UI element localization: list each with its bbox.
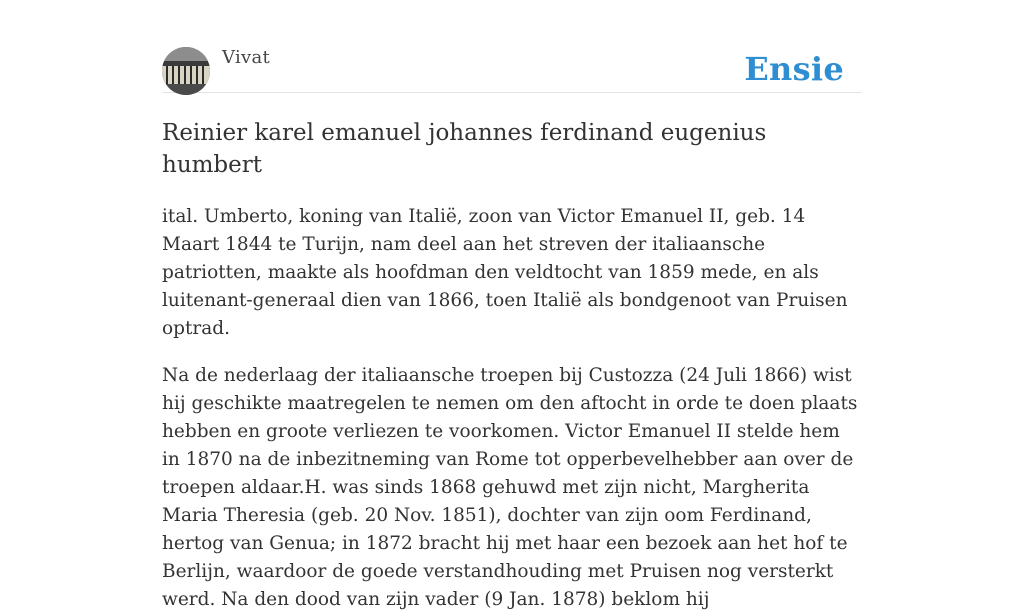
brand-logo[interactable]: Ensie xyxy=(744,50,844,88)
author-name[interactable]: Vivat xyxy=(222,47,271,68)
article-body xyxy=(162,203,862,614)
article-title: Reinier karel emanuel johannes ferdinand eugenius humbert xyxy=(162,120,767,178)
article-paragraph: Na de nederlaag der italiaansche troepen bij Custozza (24 Juli 1866) wist hij geschikte maatregelen te nemen om den aftocht in orde te doen plaats hebben en groote verliezen te voorkomen. Victor Emanuel II stelde hem in 1870 na de inbezitneming van Rome tot opperbevelhebber aan over de troepen aldaar.H. was sinds 1868 gehuwd met zijn nicht, Margherita Maria Theresia (geb. 20 Nov. 1851), dochter van zijn oom Ferdinand, hertog van Genua; in 1872 bracht hij met haar een bezoek aan het hof te Berlijn, waardoor de goede verstandhouding met Pruisen nog versterkt werd. Na den dood van zijn vader (9 Jan. 1878) beklom hij xyxy=(162,365,858,610)
header xyxy=(162,0,862,93)
article-page xyxy=(162,0,862,614)
avatar[interactable] xyxy=(162,47,210,95)
avatar-photo-icon xyxy=(162,47,210,95)
article-paragraph: ital. Umberto, koning van Italië, zoon van Victor Emanuel II, geb. 14 Maart 1844 te Turijn, nam deel aan het streven der italiaansche patriotten, maakte als hoofdman den veldtocht van 1859 mede, en als luitenant-generaal dien van 1866, toen Italië als bondgenoot van Pruisen optrad. xyxy=(162,206,848,339)
